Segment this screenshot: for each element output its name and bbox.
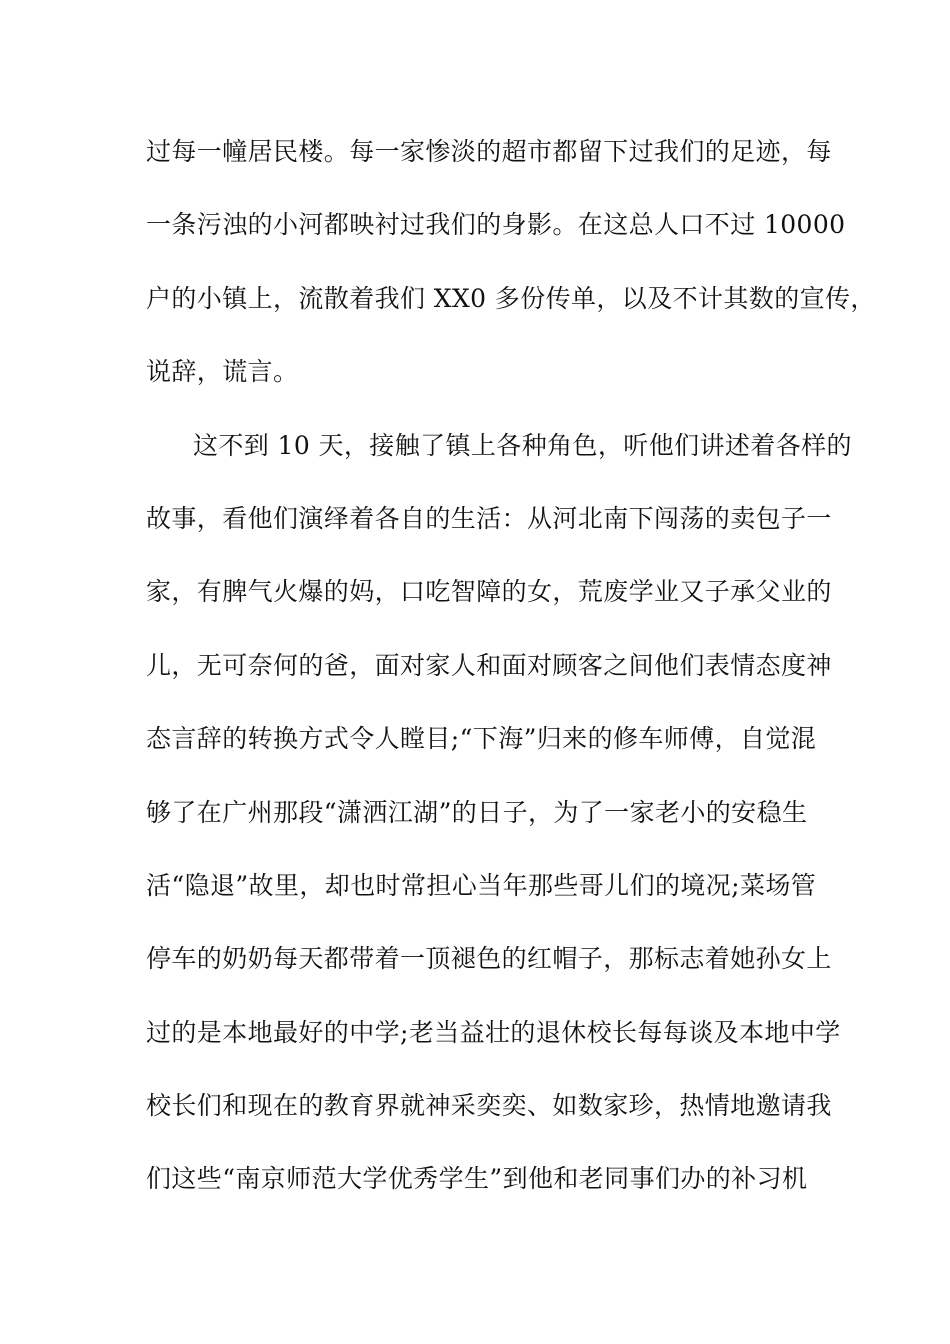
- text-line-11: 活“隐退”故里，却也时常担心当年那些哥儿们的境况;菜场管: [146, 870, 817, 900]
- text-line-4: 说辞，谎言。: [146, 357, 299, 387]
- text-line-14: 校长们和现在的教育界就神采奕奕、如数家珍，热情地邀请我: [146, 1091, 832, 1121]
- text-line-13: 过的是本地最好的中学;老当益壮的退休校长每每谈及本地中学: [146, 1017, 841, 1047]
- text-line-2: 一条污浊的小河都映衬过我们的身影。在这总人口不过 10000: [146, 210, 846, 240]
- text-line-5: 这不到 10 天，接触了镇上各种角色，听他们讲述着各样的: [193, 430, 852, 460]
- text-line-9: 态言辞的转换方式令人瞠目;“下海”归来的修车师傅，自觉混: [146, 724, 817, 754]
- text-line-12: 停车的奶奶每天都带着一顶褪色的红帽子，那标志着她孙女上: [146, 944, 832, 974]
- text-line-1: 过每一幢居民楼。每一家惨淡的超市都留下过我们的足迹，每: [146, 137, 832, 166]
- text-line-15: 们这些“南京师范大学优秀学生”到他和老同事们办的补习机: [146, 1164, 808, 1194]
- text-line-8: 儿，无可奈何的爸，面对家人和面对顾客之间他们表情态度神: [146, 650, 832, 680]
- text-line-7: 家，有脾气火爆的妈，口吃智障的女，荒废学业又子承父业的: [146, 577, 832, 607]
- text-line-10: 够了在广州那段“潇洒江湖”的日子，为了一家老小的安稳生: [146, 797, 808, 827]
- body-text: [146, 127, 876, 1228]
- text-line-6: 故事，看他们演绎着各自的生活：从河北南下闯荡的卖包子一: [146, 503, 832, 533]
- text-line-3: 户的小镇上，流散着我们 XX0 多份传单，以及不计其数的宣传，: [146, 283, 876, 313]
